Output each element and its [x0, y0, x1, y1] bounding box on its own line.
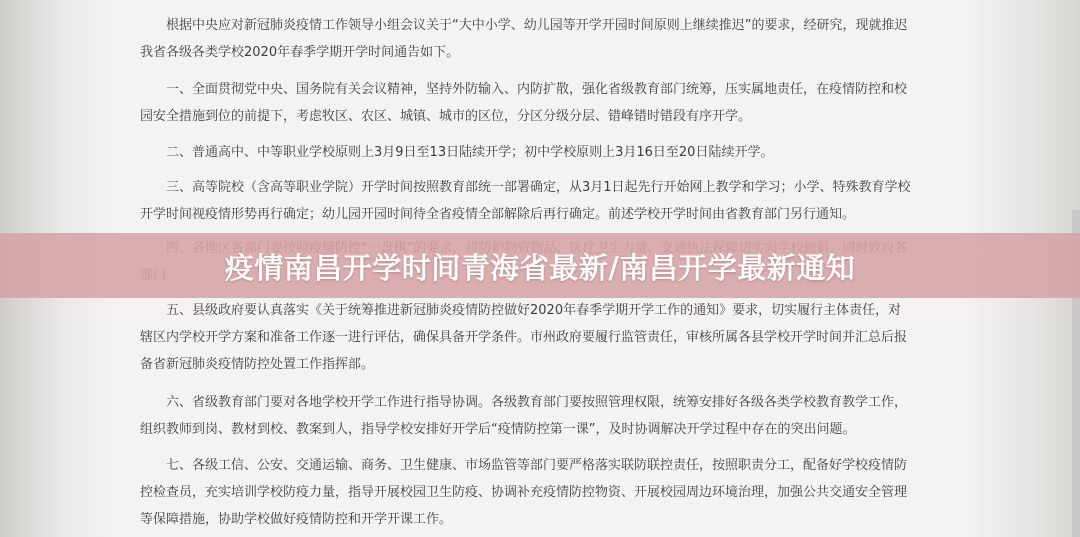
text-line: 根据中央应对新冠肺炎疫情工作领导小组会议关于“大中小学、幼儿园等开学开园时间原则上继续推迟”的要求，经研究，现就推迟: [140, 18, 908, 33]
text-line: 五、县级政府要认真落实《关于统筹推进新冠肺炎疫情防控做好2020年春季学期开学工作的通知》要求，切实履行主体责任，对: [140, 303, 902, 318]
text-line: 等保障措施，协助学校做好疫情防控和开学开课工作。: [140, 512, 453, 527]
text-line: 三、高等院校（含高等职业学院）开学时间按照教育部统一部署确定，从3月1日起先行开始网上教学和学习；小学、特殊教育学校: [140, 180, 911, 195]
text-line: 我省各级各类学校2020年春季学期开学时间通告如下。: [140, 45, 460, 60]
text-line: 控检查员，充实培训学校防疫力量，指导开展校园卫生防疫、协调补充疫情防控物资、开展校园周边环境治理，加强公共交通安全管理: [140, 485, 908, 500]
text-line: 辖区内学校开学方案和准备工作逐一进行评估，确保具备开学条件。市州政府要履行监管责任，审核所属各县学校开学时间并汇总后报: [140, 330, 908, 345]
text-line: 组织教师到岗、教材到校、教案到人，指导学校安排好开学后“疫情防控第一课”，及时协调解决开学过程中存在的突出问题。: [140, 422, 856, 437]
paragraph-2: [140, 139, 945, 166]
paragraph-3: [140, 174, 945, 228]
paragraph-1: [140, 76, 945, 130]
text-line: 六、省级教育部门要对各地学校开学工作进行指导协调。各级教育部门要按照管理权限，统筹安排好各级各类学校教育教学工作，: [140, 395, 908, 410]
text-line: 七、各级工信、公安、交通运输、商务、卫生健康、市场监管等部门要严格落实联防联控责任，按照职责分工，配备好学校疫情防: [140, 458, 908, 473]
text-line: 园安全措施到位的前提下，考虑牧区、农区、城镇、城市的区位，分区分级分层、错峰错时错段有序开学。: [140, 109, 752, 124]
text-line: 二、普通高中、中等职业学校原则上3月9日至13日陆续开学；初中学校原则上3月16日至20日陆续开学。: [140, 145, 774, 160]
banner-title: 疫情南昌开学时间青海省最新/南昌开学最新通知: [224, 251, 856, 285]
paragraph-6: [140, 389, 945, 443]
text-line: 开学时间视疫情形势再行确定；幼儿园开园时间待全省疫情全部解除后再行确定。前述学校开学时间由省教育部门另行通知。: [140, 207, 856, 222]
title-banner: [0, 233, 1080, 298]
text-line: 备省新冠肺炎疫情防控处置工作指挥部。: [140, 357, 375, 372]
paragraph-7: [140, 452, 945, 533]
paragraph-5: [140, 297, 945, 378]
paragraph-intro: [140, 12, 945, 66]
text-line: 一、全面贯彻党中央、国务院有关会议精神，坚持外防输入、内防扩散，强化省级教育部门统筹，压实属地责任，在疫情防控和校: [140, 82, 908, 97]
